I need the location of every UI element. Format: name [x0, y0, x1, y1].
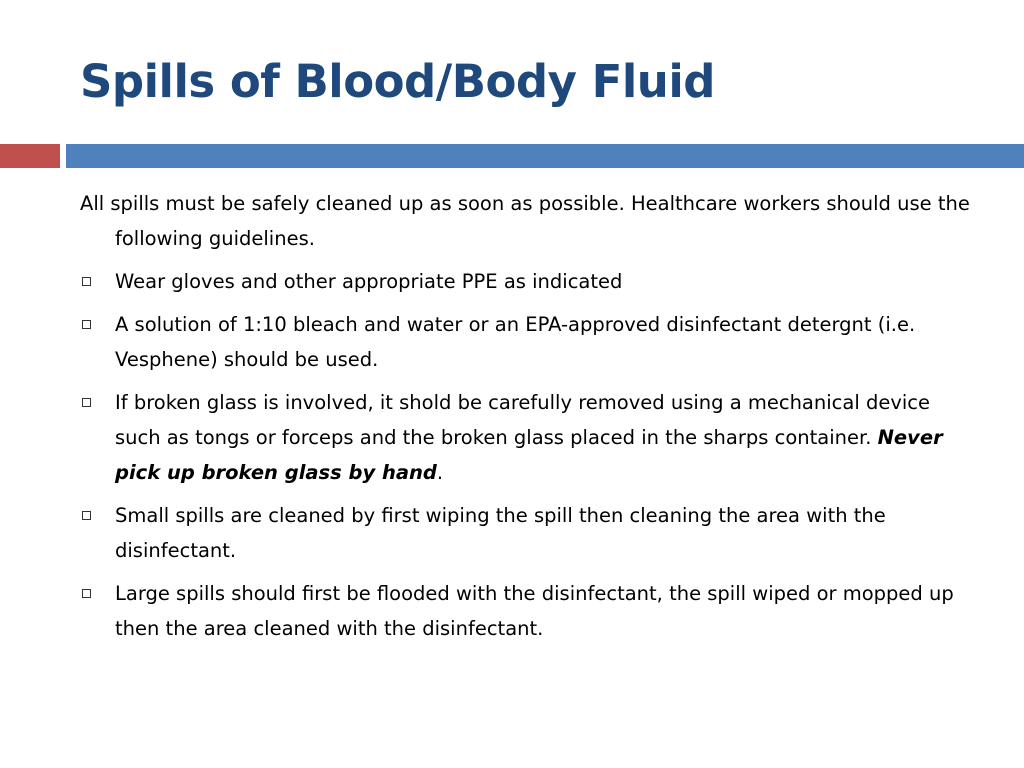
bullet-text: Large spills should first be flooded with the disinfectant, the spill wiped or mopped up then the area cleaned with the disinfectant.: [115, 582, 954, 640]
bullet-text: Wear gloves and other appropriate PPE as indicated: [115, 270, 623, 293]
bullet-item-broken-glass: [80, 385, 980, 490]
hollow-square-icon: [82, 589, 91, 598]
intro-paragraph: All spills must be safely cleaned up as soon as possible. Healthcare workers should use the following guidelines.: [80, 192, 970, 250]
bullet-item-gloves: [80, 264, 980, 299]
bullet-emphasis: Never pick up broken glass by hand: [115, 426, 943, 484]
bullet-suffix: .: [436, 461, 444, 484]
bullet-text: A solution of 1:10 bleach and water or an EPA-approved disinfectant detergnt (i.e. Vesphene) should be used.: [115, 313, 916, 371]
accent-bar-blue: [66, 144, 1024, 168]
bullet-text: If broken glass is involved, it shold be carefully removed using a mechanical device such as tongs or forceps and the broken glass placed in the sharps container.: [115, 391, 930, 449]
bullet-item-bleach-solution: [80, 307, 980, 377]
bullet-item-large-spills: [80, 576, 980, 646]
hollow-square-icon: [82, 511, 91, 520]
hollow-square-icon: [82, 277, 91, 286]
hollow-square-icon: [82, 320, 91, 329]
accent-bar-red: [0, 144, 60, 168]
hollow-square-icon: [82, 398, 91, 407]
slide-title: Spills of Blood/Body Fluid: [80, 55, 715, 108]
bullet-text: Small spills are cleaned by first wiping the spill then cleaning the area with the disinfectant.: [115, 504, 886, 562]
slide-content: [80, 186, 980, 654]
bullet-item-small-spills: [80, 498, 980, 568]
